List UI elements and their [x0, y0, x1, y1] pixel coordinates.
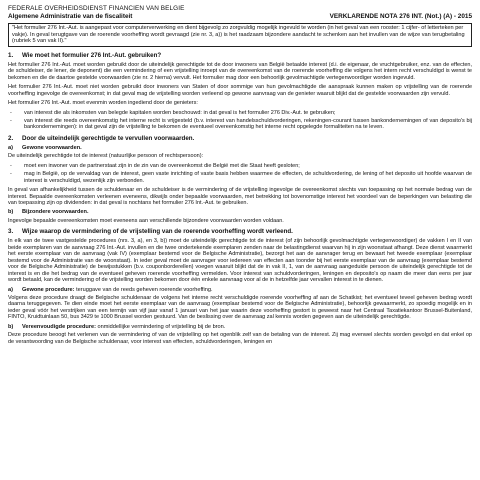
bullet-list — [8, 163, 472, 184]
subsection-key: a) — [8, 286, 13, 293]
paragraph: De uiteindelijk gerechtigde tot de interest (natuurlijke persoon of rechtspersoon): — [8, 153, 204, 160]
bullet-list — [8, 110, 472, 131]
subsection-heading — [8, 287, 472, 293]
subsection-label: Gewone procedure: — [22, 286, 75, 293]
paragraph: In geval van afhankelijkheid tussen de schuldenaar en de schuldeiser is de vermindering of de vrijstelling ingevolge de overeenkomst slechts van toepassing op het normale bedrag van de interest. Bepaalde overeenkomsten verleenen eveneens, dikwijls onder bepaalde voorwaarden, met betrekking tot bovenomstige interest het voordeel van de beperkingen van belasting die van toepassing zijn op dividenden: in dat geval is nochtans het formulier 276 Int.-Aut. te gebruiken. — [8, 187, 472, 207]
section-title-1 — [8, 52, 472, 59]
list-item-text: mag in België, op de vervaldag van de interest, geen vaste inrichting of vaste basis hebben waarmee de effecten, de schuldvordering, de lening of het deposito uit hoofde waarvan de interest is verschuldigd, wezenlijk zijn verbonden. — [24, 171, 472, 184]
section-number: 2. — [8, 134, 14, 142]
list-item-text: van interest die reeds overeenkomstig het interne recht is vrijgesteld (b.v. interest van handelsschuldvorderingen, rekeningen-courant tussen bankondernemingen of van deposito's bij bankondernemingen): in dat geval zijn de vrijstelling te bekomen de eventueel overeenkomstig het interne recht opgelegde formaliteiten na te leven. — [24, 117, 472, 131]
list-item — [8, 163, 472, 169]
subsection-label-tail: teruggave van de reeds geheven roerende voorheffing. — [74, 286, 213, 293]
paragraph: Het formulier 276 Int.-Aut. moet evenmin worden ingediend door de genieters: — [8, 100, 198, 107]
subsection-key: b) — [8, 209, 14, 216]
list-item-text: van interest die als inkomsten van belegde kapitalen worden beschouwd: in dat geval is het formulier 276 Div.-Aut. te gebruiken; — [24, 109, 336, 116]
paragraph: Deze procedure beoogt het verlenen van de vermindering of van de vrijstelling op het ogenblik zelf van de betaling van de interest. Zij mag evenwel slechts worden gevolgd en dat enkel op de verantwoording van de Belgische schuldenaar, voor interest van effecten, schuldvorderingen, leningen en — [8, 332, 472, 345]
subsection-key: a) — [8, 144, 13, 151]
section-title-3 — [8, 228, 472, 235]
list-item — [8, 171, 472, 184]
subsection-label: Gewone voorwaarden. — [22, 144, 82, 151]
subsection-heading — [8, 324, 472, 330]
list-item — [8, 110, 472, 116]
dash-marker: - — [10, 171, 12, 178]
list-item-text: moet een inwoner van de partnerstaat zijn in de zin van de overeenkomst die België met die Staat heeft gesloten; — [24, 162, 300, 169]
subsection-heading — [8, 209, 472, 215]
paragraph: Ingevolge bepaalde overeenkomsten moet eveneens aan verschillende bijzondere voorwaarden worden voldaan. — [8, 217, 284, 224]
section-number: 3. — [8, 228, 14, 236]
section-heading: Wijze waarop de vermindering of de vrijstelling van de roerende voorheffing wordt verleend. — [22, 228, 293, 236]
section-number: 1. — [8, 51, 14, 59]
subsection-key: b) — [8, 323, 14, 330]
paragraph: Volgens deze procedure draagt de Belgische schuldenaar de volgens het interne recht verschuldigde roerende voorheffing af aan de Schatkist; het eventueel teveel geheven bedrag wordt daarna teruggegeven. Te dien einde moet het eerste exemplaar van de aanvraag (exemplaar bestemd voor de Belgische Administratie), behoorlijk gewaarmerkt, zo spoedig mogelijk en in ieder geval vóór het verstrijken van een termijn van vijf jaar vanaf 1 januari van het jaar waarin deze voorheffing gestort is geweest naar het Centraal Taxatiekantoor Brussel-Buitenland, FINTO, Kruidtuinlaan 50, bus 3429 te 1000 Brussel worden gestuurd. Van de beslissing over de aanvraag zal kennis worden gegeven aan de uiteindelijk gerechtigde. — [8, 295, 472, 321]
dash-marker: - — [10, 162, 12, 169]
subsection-label: Bijzondere voorwaarden. — [22, 209, 89, 216]
list-item — [8, 118, 472, 131]
section-heading: Wie moet het formulier 276 Int.-Aut. gebruiken? — [22, 51, 162, 59]
dash-marker: - — [10, 109, 12, 116]
section-heading: Door de uiteindelijk gerechtigde te vervullen voorwaarden. — [22, 134, 195, 142]
paragraph: In elk van de twee vastgestelde procedures (nrs. 3, a), en 3, b)) moet de uiteindelijk gerechtigde tot de interest (of zijn behoorlijk gevolmachtigde vertegenwoordiger) de vakken I en II van beide exemplaren van de aanvraag 276 Int.-Aut. invullen en die twee ondertekende exemplaren zenden naar de belastingdienst waarvan hij in zijn woonstaat afhangt. Deze dienst waarmerkt het eerste exemplaar van de aanvraag (vak IV) (exemplaar bestemd voor de Belgische Administratie), bezorgt het aan de aanvrager terug en bewaart het tweede exemplaar (exemplaar bestemd voor de Administratie van de woonstaat). In ieder geval moet de aanvrager voor iedereen van effecten aan toonder bij het eerste exemplaar van de aanvraag (exemplaar bestemd voor de Belgische Administratie) de bewijsstukken (b.v. couponborderellen) voegen waaruit blijkt dat de in vak II, 1, van de aanvraag aangeduide persoon de uiteindelijk gerechtigde tot de interest is en die het bedrag van de eventueel geheven roerende voorheffing vermelden. Voor interest van schuldvorderingen, leningen en deposito's op naam die meer dan eens per jaar wordt betaald, kan de vermindering of de vrijstelling worden bekomen door één enkele aanvraag voor al de in hetzelfde jaar vervallen interest in te dienen. — [8, 238, 472, 284]
header-row — [8, 13, 472, 21]
section-title-2 — [8, 135, 472, 142]
notice-box: "Het formulier 276 Int.-Aut. is aangepast voor computerverwerking en dient bijgevolg zo zorgvuldig mogelijk ingevuld te worden (in het geval van een rooster: 1 cijfer- of letterteken per vakje). In geval terugtgave van de roerende voorheffing wordt gevraagd (zie nr. 3, a)) is het raadzaam bijzondere aandacht te schenken aan het invullen van de wijze van terugbetaling (rubriek 5 van vak II)." — [8, 23, 472, 47]
administration-name: Algemene Administratie van de fiscaliteit — [8, 13, 133, 20]
paragraph: Het formulier 276 Int.-Aut. moet niet worden gebruikt door inwoners van Staten of door sommige van hun gevolmachtigde die aanspraak kunnen maken op vrijstelling van de roerende voorheffing ingevolge de overeenkomst; in dat geval mag de vrijstelling worden verleend op gewone aanvraag van de genieter waaruit blijkt dat de gestelde voorwaarden zijn vervuld. — [8, 84, 472, 97]
subsection-heading — [8, 145, 472, 151]
subsection-label-tail: onmiddellijke vermindering of vrijstelling bij de bron. — [95, 323, 226, 330]
paragraph: Het formulier 276 Int.-Aut. moet worden gebruikt door de uiteindelijk gerechtigde tot de door inwoners van België betaalde interest (d.i. de eigenaar, de vruchtgebruiker, enz. van de effecten, de schuldeiser, de lener, de deponent) die een vermindering of een vrijstelling inroept van de overeenkomst van de roerende voorheffing die volgens het intern recht verschuldigd is wenst te bekomen en die de daartoe gestelde voorwaarden (zie nr. 2 hierna) vervult. Het formulier mag door een behoorlijk gevolmachtigde vertegenwoordiger worden ingevuld. — [8, 61, 472, 81]
form-reference: VERKLARENDE NOTA 276 INT. (Not.) (A) - 2015 — [329, 13, 472, 20]
subsection-label: Vereenvoudigde procedure: — [22, 323, 96, 330]
dash-marker: - — [10, 117, 12, 124]
agency-name: FEDERALE OVERHEIDSDIENST FINANCIEN VAN BELGIE — [8, 5, 185, 12]
